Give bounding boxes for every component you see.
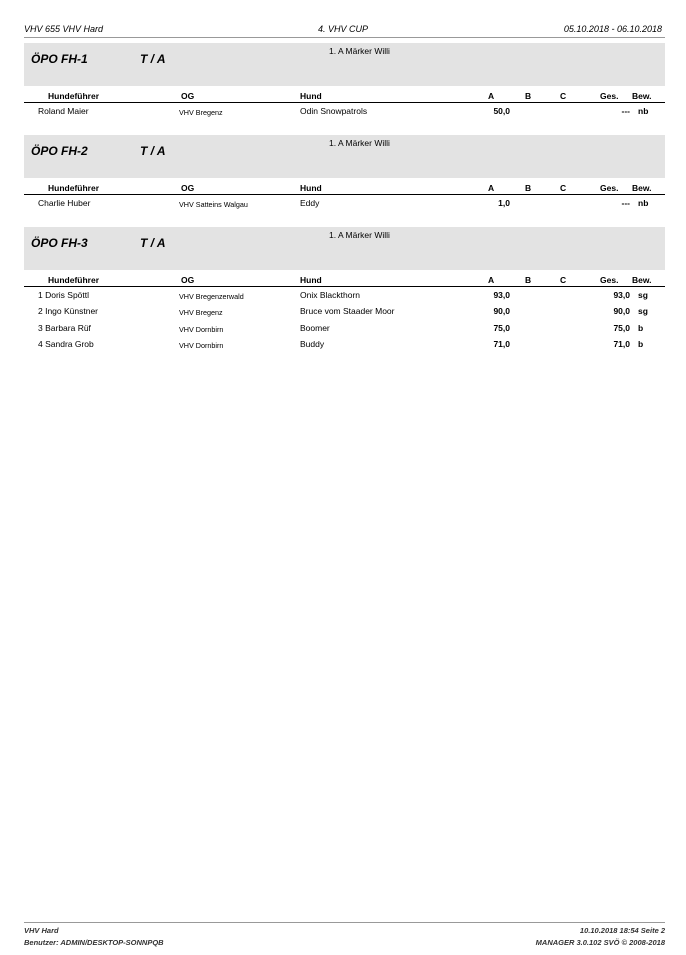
score-a: 71,0 (493, 339, 510, 349)
footer-user: Benutzer: ADMIN/DESKTOP-SONNPQB (24, 938, 164, 947)
col-hund: Hund (300, 91, 322, 101)
score-total: 93,0 (613, 290, 630, 300)
score-a: 75,0 (493, 323, 510, 333)
club-name: VHV Satteins Walgau (179, 200, 248, 209)
section-banner (24, 135, 665, 178)
col-b: B (525, 91, 532, 101)
section-banner (24, 227, 665, 270)
club-name: VHV Bregenz (179, 308, 223, 317)
column-header-underline (24, 286, 665, 287)
column-header-underline (24, 194, 665, 195)
score-a: 93,0 (493, 290, 510, 300)
rating: nb (638, 106, 649, 116)
club-name: VHV Bregenz (179, 108, 223, 117)
col-a: A (488, 275, 495, 285)
footer-divider (24, 922, 665, 923)
section-class: T / A (140, 236, 166, 250)
column-header-row (24, 183, 665, 194)
footer-club: VHV Hard (24, 926, 59, 935)
dog-name: Bruce vom Staader Moor (300, 306, 395, 316)
handler-name: Roland Maier (38, 106, 89, 116)
col-hundefuehrer: Hundeführer (48, 91, 99, 101)
header-club: VHV 655 VHV Hard (24, 24, 104, 34)
section-judge: 1. A Märker Willi (329, 46, 390, 56)
table-row (24, 306, 665, 318)
rating: b (638, 339, 644, 349)
col-og: OG (181, 183, 195, 193)
handler-name: Charlie Huber (38, 198, 91, 208)
score-a: 1,0 (498, 198, 510, 208)
score-total: --- (621, 106, 630, 116)
col-c: C (560, 183, 567, 193)
score-total: 90,0 (613, 306, 630, 316)
score-total: 75,0 (613, 323, 630, 333)
table-row (24, 198, 665, 210)
handler-name: 4 Sandra Grob (38, 339, 94, 349)
dog-name: Odin Snowpatrols (300, 106, 368, 116)
col-hund: Hund (300, 275, 322, 285)
section-class: T / A (140, 52, 166, 66)
col-a: A (488, 91, 495, 101)
score-total: --- (621, 198, 630, 208)
handler-name: 3 Barbara Rüf (38, 323, 91, 333)
col-bew: Bew. (632, 91, 652, 101)
handler-name: 2 Ingo Künstner (38, 306, 99, 316)
table-row (24, 290, 665, 302)
section-judge: 1. A Märker Willi (329, 138, 390, 148)
section-title: ÖPO FH-1 (31, 52, 88, 66)
header-event: 4. VHV CUP (317, 24, 369, 34)
table-row (24, 339, 665, 351)
dog-name: Buddy (300, 339, 325, 349)
col-bew: Bew. (632, 275, 652, 285)
section-judge: 1. A Märker Willi (329, 230, 390, 240)
col-ges: Ges. (600, 275, 619, 285)
section-class: T / A (140, 144, 166, 158)
col-og: OG (181, 91, 195, 101)
column-header-underline (24, 102, 665, 103)
col-bew: Bew. (632, 183, 652, 193)
section-title: ÖPO FH-2 (31, 144, 88, 158)
table-row (24, 323, 665, 335)
score-total: 71,0 (613, 339, 630, 349)
col-c: C (560, 91, 567, 101)
footer-software: MANAGER 3.0.102 SVÖ © 2008-2018 (535, 938, 665, 947)
rating: sg (638, 306, 648, 316)
col-ges: Ges. (600, 183, 619, 193)
club-name: VHV Dornbirn (179, 325, 224, 334)
club-name: VHV Bregenzerwald (179, 292, 244, 301)
header-dates: 05.10.2018 - 06.10.2018 (563, 24, 662, 34)
club-name: VHV Dornbirn (179, 341, 224, 350)
rating: nb (638, 198, 649, 208)
column-header-row (24, 275, 665, 286)
col-hundefuehrer: Hundeführer (48, 275, 99, 285)
col-hund: Hund (300, 183, 322, 193)
column-header-row (24, 91, 665, 102)
handler-name: 1 Doris Spöttl (38, 290, 90, 300)
section-title: ÖPO FH-3 (31, 236, 88, 250)
rating: b (638, 323, 644, 333)
table-row (24, 106, 665, 118)
dog-name: Boomer (300, 323, 330, 333)
dog-name: Onix Blackthorn (300, 290, 360, 300)
rating: sg (638, 290, 648, 300)
score-a: 50,0 (493, 106, 510, 116)
col-b: B (525, 183, 532, 193)
header-divider (24, 37, 665, 38)
col-og: OG (181, 275, 195, 285)
col-c: C (560, 275, 567, 285)
col-ges: Ges. (600, 91, 619, 101)
col-b: B (525, 275, 532, 285)
dog-name: Eddy (300, 198, 320, 208)
col-a: A (488, 183, 495, 193)
col-hundefuehrer: Hundeführer (48, 183, 99, 193)
footer-timestamp-page: 10.10.2018 18:54 Seite 2 (579, 926, 665, 935)
section-banner (24, 43, 665, 86)
score-a: 90,0 (493, 306, 510, 316)
